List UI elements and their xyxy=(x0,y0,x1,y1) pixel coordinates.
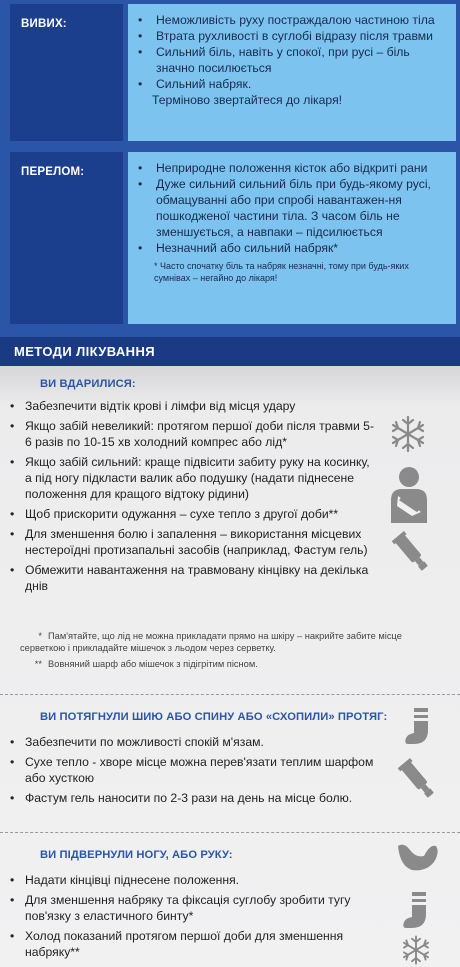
fracture-body xyxy=(128,152,456,324)
list-item: • Дуже сильний сильний біль при будь-якому русі, обмацуванні або при спробі навантажен-ня пошкодженої частини тіла. З часом біль не зменшується, а навпаки – підсилюється xyxy=(138,176,446,240)
fracture-note: * Часто спочатку біль та набряк незначні, тому при будь-яких сумнівах – негайно до лікаря! xyxy=(154,261,409,283)
bruise-list xyxy=(5,398,375,598)
scarf-sock-icon xyxy=(402,890,434,930)
list-item: • Забезпечити відтік крові і лімфи від місця удару xyxy=(5,398,375,414)
dislocation-card xyxy=(10,4,456,141)
list-item: • Обмежити навантаження на травмовану кінцівку на декілька днів xyxy=(5,562,375,594)
dislocation-body xyxy=(128,4,456,141)
list-item: • Якщо забій невеликий: протягом першої доби після травми 5-6 разів по 10-15 хв холодний компрес або лід* xyxy=(5,418,375,450)
footnote xyxy=(20,630,430,654)
list-item: • Незначний або сильний набряк* xyxy=(138,240,446,256)
list-item: • Щоб прискорити одужання – сухе тепло з другої доби** xyxy=(5,506,375,522)
methods-heading: МЕТОДИ ЛІКУВАННЯ xyxy=(0,337,460,366)
footnote-mark: ** xyxy=(34,659,42,669)
dislocation-label: ВИВИХ: xyxy=(10,4,123,141)
ointment-tube-icon xyxy=(390,531,434,575)
divider xyxy=(0,694,460,695)
footnote-text: Вовняний шарф або мішечок з підігрітим пісном. xyxy=(48,659,258,669)
neck-list xyxy=(5,734,375,810)
sprain-title: ВИ ПІДВЕРНУЛИ НОГУ, АБО РУКУ: xyxy=(40,849,233,861)
fracture-label: ПЕРЕЛОМ: xyxy=(10,152,123,324)
snowflake-icon xyxy=(400,934,432,966)
footnote-text: Пам'ятайте, що лід не можна прикладати прямо на шкіру – накрийте забите місце серветкою і прикладайте мішечок з льодом через серветку. xyxy=(20,631,402,653)
sprain-list xyxy=(5,872,380,964)
list-item: • Неприродне положення кісток або відкриті рани xyxy=(138,160,446,176)
footnote-mark: * xyxy=(38,631,42,641)
snowflake-icon xyxy=(388,414,428,454)
footnote xyxy=(20,658,430,670)
divider xyxy=(0,832,460,833)
list-item: • Надати кінцівці піднесене положення. xyxy=(5,872,380,888)
see-doctor-text: Терміново звертайтеся до лікаря! xyxy=(152,93,343,107)
arm-sling-icon xyxy=(388,466,430,524)
bruise-title: ВИ ВДАРИЛИСЯ: xyxy=(40,378,136,390)
list-item: • Втрата рухливості в суглобі відразу після травми xyxy=(138,28,446,44)
list-item: • Якщо забій сильний: краще підвісити забиту руку на косинку, а під ногу підкласти валик або подушку (надати піднесене положення для кращого відтоку рідини) xyxy=(5,454,375,502)
list-item: • Сильний біль, навіть у спокої, при русі – біль значно посилюється xyxy=(138,44,446,76)
list-item: • Для зменшення болю і запалення – використання місцевих нестероїдні протизапальні засобів (наприклад, Фастум гель) xyxy=(5,526,375,558)
list-item: • Сильний набряк. xyxy=(138,76,446,92)
neck-title: ВИ ПОТЯГНУЛИ ШИЮ АБО СПИНУ АБО «СХОПИЛИ» ПРОТЯГ: xyxy=(40,711,388,723)
list-item: • Холод показаний протягом першої доби для зменшення набряку** xyxy=(5,928,380,960)
foot-icon xyxy=(396,840,440,874)
list-item: • Фастум гель наносити по 2-3 рази на день на місце болю. xyxy=(5,790,375,806)
list-item: • Сухе тепло - хворе місце можна перев'язати теплим шарфом або хусткою xyxy=(5,754,375,786)
scarf-sock-icon xyxy=(404,706,436,746)
fracture-card xyxy=(10,152,456,324)
list-item: • Забезпечити по можливості спокій м'язам. xyxy=(5,734,375,750)
list-item: • Для зменшення набряку та фіксація суглобу зробити тугу пов'язку з еластичного бинту* xyxy=(5,892,380,924)
symptoms-section xyxy=(0,0,460,335)
list-item: • Неможливість руху постраждалою частиною тіла xyxy=(138,12,446,28)
ointment-tube-icon xyxy=(396,758,440,802)
treatment-section xyxy=(0,366,460,967)
